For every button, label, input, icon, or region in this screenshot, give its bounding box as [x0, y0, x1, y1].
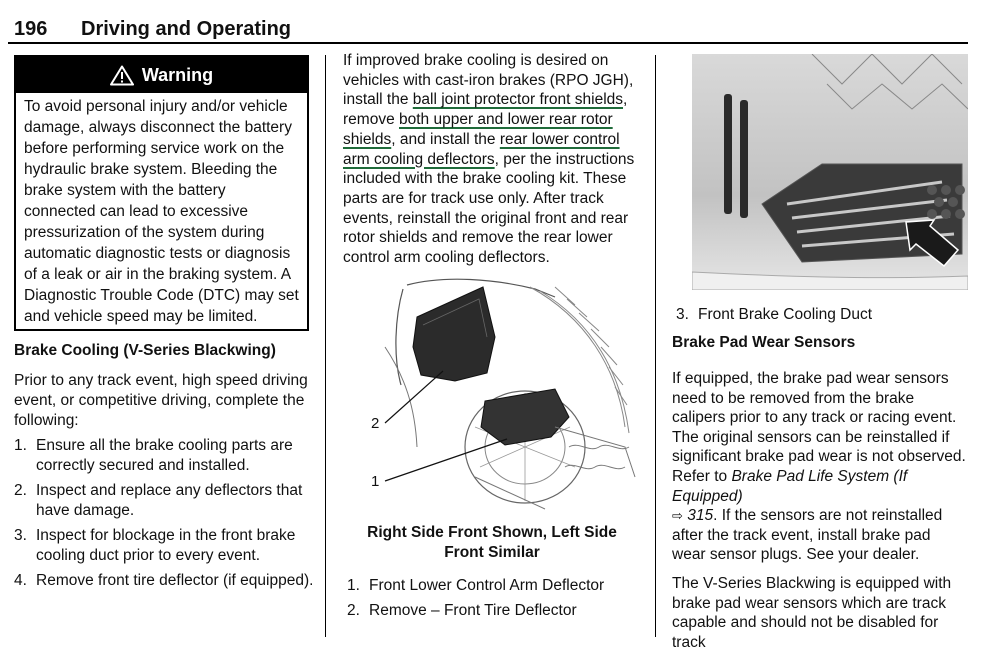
- warning-text: To avoid personal injury and/or vehicle damage, always disconnect the battery before performing service work on the hydraulic brake system. Bleeding the brake system with the battery connected can lead to excessive pressurization of the system during automatic diagnostic tests or diagnosis of a leak or air in the braking system. A Diagnostic Trouble Code (DTC) may set and vehicle speed may be limited.: [24, 98, 299, 325]
- highlight-rear-rotor-shields: both upper and lower rear rotor shields: [343, 111, 613, 148]
- warning-triangle-icon: [110, 65, 134, 86]
- section-title: Driving and Operating: [81, 18, 292, 40]
- wear-sensors-paragraph-2: The V-Series Blackwing is equipped with brake pad wear sensors which are track capable and should not be disabled for track: [672, 574, 952, 651]
- column-divider-left: [325, 55, 326, 637]
- step-item: 1. Ensure all the brake cooling parts are correctly secured and installed.: [14, 437, 293, 474]
- figure1-legend: [347, 576, 647, 621]
- callout-1: 1: [371, 473, 380, 490]
- brake-pad-life-reference-link[interactable]: Brake Pad Life System (If Equipped): [672, 467, 908, 505]
- brake-deflector-illustration: [355, 277, 640, 515]
- warning-title: Warning: [141, 65, 214, 85]
- column-divider-right: [655, 55, 656, 637]
- brake-cooling-steps: [14, 436, 314, 591]
- front-brake-cooling-duct-photo: [692, 54, 968, 290]
- step-item: 4. Remove front tire deflector (if equipped).: [14, 572, 314, 589]
- brake-cooling-section: [14, 341, 314, 591]
- warning-header: [16, 57, 307, 93]
- callout-2: 2: [371, 415, 380, 432]
- header-rule: [8, 42, 968, 44]
- step-item: 3. Inspect for blockage in the front brake cooling duct prior to every event.: [14, 527, 296, 564]
- highlight-ball-joint-shields: ball joint protector front shields: [412, 91, 624, 109]
- legend-item: 2. Remove – Front Tire Deflector: [347, 602, 577, 619]
- highlight-control-arm-deflectors: rear lower control arm cooling deflectors: [343, 130, 620, 168]
- page-reference-link[interactable]: 315: [687, 507, 714, 525]
- warning-box: [14, 55, 309, 331]
- page-number: 196: [14, 18, 48, 40]
- step-item: 2. Inspect and replace any deflectors that have damage.: [14, 482, 303, 519]
- figure2-legend: [676, 305, 968, 325]
- wear-sensors-section: [672, 333, 968, 652]
- brake-cooling-heading: Brake Cooling (V-Series Blackwing): [14, 342, 276, 359]
- page-reference-arrow-icon: ⇨: [672, 508, 683, 524]
- improved-cooling-paragraph: If improved brake cooling is desired on vehicles with cast-iron brakes (RPO JGH), install the ball joint protector front shields, remove both upper and lower rear rotor shields, and install the rear lower control arm cooling deflectors, per the instructions included with the brake cooling kit. These parts are for track use only. After track events, reinstall the original front and rear rotor shields and remove the rear lower control arm cooling deflectors.: [343, 52, 635, 267]
- legend-item: 1. Front Lower Control Arm Deflector: [347, 577, 605, 594]
- legend-item: 3. Front Brake Cooling Duct: [676, 306, 873, 323]
- figure1-caption: Right Side Front Shown, Left Side Front Similar: [367, 524, 617, 561]
- wear-sensors-heading: Brake Pad Wear Sensors: [672, 334, 856, 351]
- brake-cooling-intro: Prior to any track event, high speed driving event, or competitive driving, complete the following:: [14, 372, 308, 429]
- wear-sensors-paragraph-1: If equipped, the brake pad wear sensors need to be removed from the brake calipers prior to any track or racing event. The original sensors can be reinstalled if significant brake pad wear is not observed. Refer to Brake Pad Life System (If Equipped) ⇨ 315. If the sensors are not reinstalled after the track event, install brake pad wear sensor plugs. See your dealer.: [672, 370, 966, 564]
